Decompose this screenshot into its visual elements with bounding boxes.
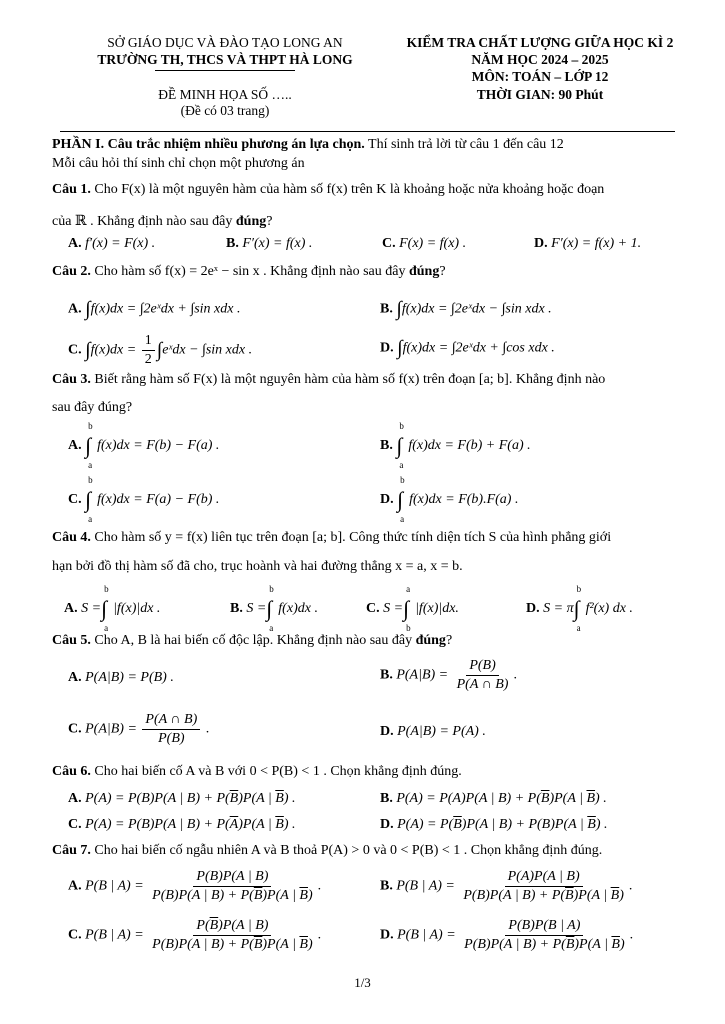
q1-c-text: F(x) = f(x) .	[399, 236, 467, 251]
header-rule	[60, 131, 675, 132]
q2-text1c: ?	[439, 264, 446, 279]
q7-c-fraction: $\frac{P(\overline{B})P(A | B)}{P(B)P(A | B) + P(\overline{B})P(A | \overline{B})}$	[152, 918, 313, 952]
q1-stem-1	[52, 182, 604, 198]
q5-option-d[interactable]: D. P(A|B) = P(A) .	[380, 724, 486, 739]
q5-c-den: P(B)	[158, 731, 185, 746]
q6-stem	[52, 764, 462, 780]
header-divider-left	[155, 70, 295, 71]
q1-text2b: đúng	[235, 214, 267, 229]
q5-option-a[interactable]: A. P(A|B) = P(B) .	[68, 670, 174, 685]
q3-option-a[interactable]: A. ∫ b a f(x)dx = F(b) − F(a) .	[68, 421, 220, 470]
q2-option-d[interactable]: D. ∫f(x)dx = ∫2eˣdx + ∫cos xdx .	[380, 337, 555, 359]
page-number: 1/3	[354, 975, 371, 990]
q2-c-tail: eˣdx − ∫sin xdx .	[162, 342, 253, 358]
q3-a-text: f(x)dx = F(b) − F(a) .	[97, 438, 220, 454]
q1-a-text: f′(x) = F(x) .	[85, 236, 156, 251]
q5-a-text: P(A|B) = P(B) .	[85, 670, 174, 685]
header-year: NĂM HỌC 2024 – 2025	[471, 52, 609, 67]
part1-desc2: Mỗi câu hỏi thí sinh chỉ chọn một phương án	[52, 156, 305, 171]
header-de: ĐỀ MINH HỌA SỐ …..	[158, 87, 292, 102]
q5-text1: Cho A, B là hai biến cố độc lập. Khẳng định nào sau đây	[90, 633, 416, 648]
q7-option-d[interactable]: D. P(B | A) = $\frac{P(B)P(B | A)}{P(B)P(A | B) + P(\overline{B})P(A | \overline{B})}$ .	[380, 918, 634, 952]
q2-option-a[interactable]: A. ∫f(x)dx = ∫2eˣdx + ∫sin xdx .	[68, 298, 241, 320]
integral-sign: ∫ b a	[85, 475, 93, 524]
q5-text1c: ?	[445, 633, 453, 648]
q1-label: Câu 1.	[52, 182, 91, 197]
q2-label: Câu 2.	[52, 264, 91, 279]
q4-c-text: |f(x)|dx.	[415, 601, 459, 617]
q7-option-a[interactable]: A. P(B | A) = $\frac{P(B)P(A | B)}{P(B)P(A | B) + P(\overline{B})P(A | \overline{B})}$ .	[68, 869, 322, 903]
header-subject: MÔN: TOÁN – LỚP 12	[471, 69, 609, 84]
q3-c-text: f(x)dx = F(a) − F(b) .	[97, 492, 220, 508]
q1-option-d[interactable]: D. F′(x) = f(x) + 1.	[534, 236, 642, 251]
q2-text1: Cho hàm số f(x) = 2eˣ − sin x . Khẳng định nào sau đây	[90, 264, 409, 279]
q6-label: Câu 6.	[52, 764, 91, 779]
header-school: TRƯỜNG TH, THCS VÀ THPT HÀ LONG	[97, 52, 353, 67]
integral-sign: ∫ b a	[266, 584, 274, 633]
integral-sign: ∫ a b	[403, 584, 411, 633]
q3-d-text: f(x)dx = F(b).F(a) .	[409, 492, 519, 508]
q7-b-fraction: $\frac{P(A)P(A | B)}{P(B)P(A | B) + P(\overline{B})P(A | \overline{B})}$	[463, 869, 624, 903]
q4-label: Câu 4.	[52, 530, 91, 545]
q6-option-c[interactable]: C. P(A) = P(B)P(A | $B) + P(\overline{A})P(A$ | $\overline{B}$) .	[68, 817, 296, 832]
q2-c-text: f(x)dx =	[90, 342, 140, 358]
q1-stem-2	[52, 213, 272, 230]
q5-b-den: P(A ∩ B)	[456, 677, 509, 692]
q2-option-c[interactable]: C. ∫f(x)dx = $\frac{1}{2}$ ∫eˣdx − ∫sin xdx .	[68, 333, 253, 367]
q4-b-text: f(x)dx .	[278, 601, 318, 617]
q5-c-text: P(A|B) =	[85, 721, 141, 737]
integral-sign: ∫ b a	[101, 584, 109, 633]
q5-b-text: P(A|B) =	[396, 667, 452, 683]
q5-option-b[interactable]: B. P(A|B) = $\frac{P(B)}{P(A \cap B)}$ .	[380, 658, 517, 692]
q3-option-c[interactable]: C. ∫ b a f(x)dx = F(a) − F(b) .	[68, 475, 220, 524]
q3-stem-2: sau đây đúng?	[52, 400, 133, 415]
q5-c-fraction	[142, 712, 200, 747]
q5-c-num: P(A ∩ B)	[142, 712, 200, 730]
q2-b-text: f(x)dx = ∫2eˣdx − ∫sin xdx .	[401, 301, 552, 317]
q7-text1: Cho hai biến cố ngẫu nhiên A và B thoả P(A) > 0 và 0 < P(B) < 1 . Chọn khẳng định đúng.	[90, 843, 603, 858]
q5-option-c[interactable]: C. P(A|B) = $\frac{P(A \cap B)}{P(B)}$ .	[68, 712, 210, 746]
part1-desc: Thí sinh trả lời từ câu 1 đến câu 12	[364, 137, 564, 152]
q3-text1: Biết rằng hàm số F(x) là một nguyên hàm của hàm số f(x) trên đoạn [a; b]. Khẳng định nào	[90, 372, 606, 387]
header-pages: (Đề có 03 trang)	[180, 103, 270, 118]
q4-stem-1	[52, 530, 611, 546]
q7-option-c[interactable]: C. P(B | A) = $\frac{P(\overline{B})P(A | B)}{P(B)P(A | B) + P(\overline{B})P(A | \overline{B})}$ .	[68, 918, 322, 952]
q1-option-a[interactable]: A. f′(x) = F(x) .	[68, 236, 156, 251]
q5-b-num: P(B)	[466, 658, 498, 676]
q3-stem-1	[52, 372, 605, 388]
header-dept: SỞ GIÁO DỤC VÀ ĐÀO TẠO LONG AN	[107, 35, 343, 50]
q4-option-c[interactable]: C. S =∫ a b |f(x)|dx.	[366, 584, 459, 633]
q2-stem	[52, 264, 446, 280]
q5-label: Câu 5.	[52, 633, 91, 648]
integral-sign: ∫ b a	[397, 475, 405, 524]
q3-option-b[interactable]: B. ∫ b a f(x)dx = F(b) + F(a) .	[380, 421, 531, 470]
integral-sign: ∫ b a	[85, 421, 93, 470]
q6-option-d[interactable]: D. $P(A) = P(\overline{B})P(A$ | B) + P(B)P(A | $\overline{B}$) .	[380, 817, 608, 832]
q1-b-text: F′(x) = f(x) .	[242, 236, 313, 251]
q2-c-fraction: $\frac{1}{2}$	[142, 333, 155, 368]
header-time: THỜI GIAN: 90 Phút	[476, 87, 604, 102]
q4-option-a[interactable]: A. S =∫ b a |f(x)|dx .	[64, 584, 161, 633]
q5-stem	[52, 633, 452, 649]
q5-text1b: đúng	[415, 633, 446, 648]
q3-label: Câu 3.	[52, 372, 91, 387]
q1-option-c[interactable]: C. F(x) = f(x) .	[382, 236, 467, 251]
q4-d-text: f²(x) dx .	[585, 601, 633, 617]
integral-sign: ∫ b a	[573, 584, 582, 633]
q5-d-text: P(A|B) = P(A) .	[397, 724, 486, 739]
q6-option-b[interactable]: B. P(A) = P(A)P(A | $B) + P(\overline{B})P(A$ | $\overline{B}$) .	[380, 791, 607, 806]
integral-sign: ∫ b a	[396, 421, 404, 470]
q2-a-text: f(x)dx = ∫2eˣdx + ∫sin xdx .	[90, 301, 241, 317]
q7-option-b[interactable]: B. P(B | A) = $\frac{P(A)P(A | B)}{P(B)P(A | B) + P(\overline{B})P(A | \overline{B})}$ .	[380, 869, 633, 903]
q2-d-text: f(x)dx = ∫2eˣdx + ∫cos xdx .	[402, 340, 555, 356]
q6-text1: Cho hai biến cố A và B với 0 < P(B) < 1 . Chọn khẳng định đúng.	[90, 764, 462, 779]
q3-option-d[interactable]: D. ∫ b a f(x)dx = F(b).F(a) .	[380, 475, 519, 524]
q4-option-b[interactable]: B. S =∫ b a f(x)dx .	[230, 584, 318, 633]
q5-b-fraction	[454, 658, 512, 693]
q6-option-a[interactable]: A. P(A) = P(B)P(A | $B) + P(\overline{B})P(A$ | $\overline{B}$) .	[68, 791, 296, 806]
q1-d-text: F′(x) = f(x) + 1.	[551, 236, 642, 251]
part1-title-line	[52, 137, 564, 153]
q1-text2c: ?	[266, 214, 273, 229]
q4-text1: Cho hàm số y = f(x) liên tục trên đoạn [a; b]. Công thức tính diện tích S của hình phẳng giới	[90, 530, 612, 545]
q3-b-text: f(x)dx = F(b) + F(a) .	[408, 438, 531, 454]
q1-text1: Cho F(x) là một nguyên hàm của hàm số f(x) trên K là khoảng hoặc nửa khoảng hoặc đoạn	[90, 182, 605, 197]
q4-stem-2: hạn bởi đồ thị hàm số đã cho, trục hoành và hai đường thẳng x = a, x = b.	[52, 559, 463, 574]
q4-option-d[interactable]: D. S = π∫ b a f²(x) dx .	[526, 584, 633, 633]
header-exam: KIỂM TRA CHẤT LƯỢNG GIỮA HỌC KÌ 2	[406, 35, 674, 50]
q7-d-fraction: $\frac{P(B)P(B | A)}{P(B)P(A | B) + P(\overline{B})P(A | \overline{B})}$	[464, 918, 625, 952]
q7-label: Câu 7.	[52, 843, 91, 858]
q4-a-text: |f(x)|dx .	[113, 601, 161, 617]
part1-title: PHẦN I. Câu trắc nhiệm nhiều phương án lựa chọn.	[52, 137, 365, 152]
q7-a-fraction: $\frac{P(B)P(A | B)}{P(B)P(A | B) + P(\overline{B})P(A | \overline{B})}$	[152, 869, 313, 903]
q2-text1b: đúng	[408, 264, 440, 279]
q7-stem	[52, 843, 602, 859]
q1-text2a: của ℝ . Khẳng định nào sau đây	[52, 214, 236, 229]
q1-option-b[interactable]: B. F′(x) = f(x) .	[226, 236, 313, 251]
q2-option-b[interactable]: B. ∫f(x)dx = ∫2eˣdx − ∫sin xdx .	[380, 298, 552, 320]
